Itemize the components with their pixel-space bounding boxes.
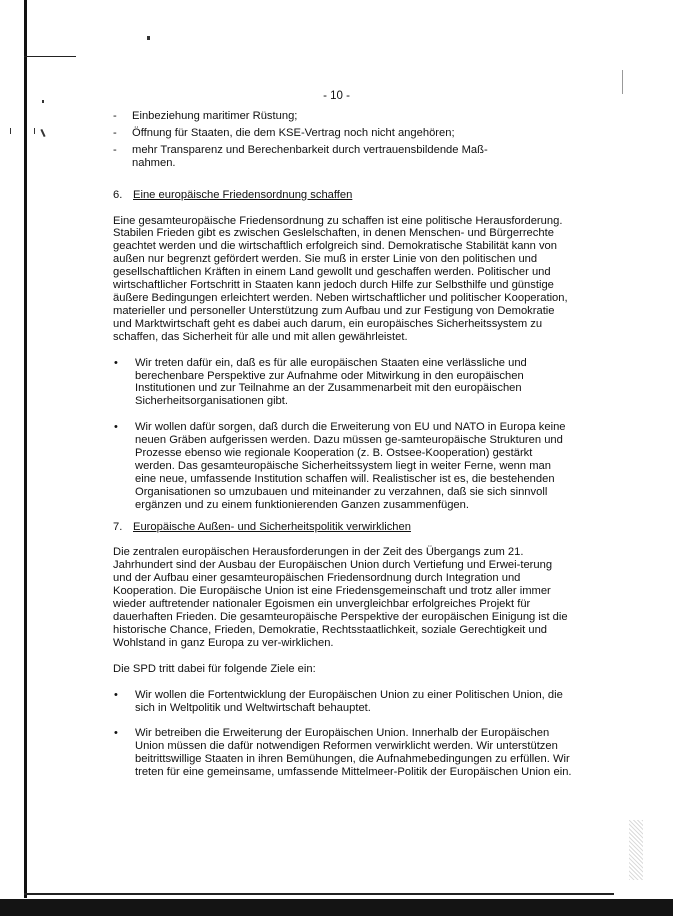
section-heading-7 [113,521,573,534]
section-7-intro: Die SPD tritt dabei für folgende Ziele ein: [113,662,316,675]
section-heading-6 [113,189,573,202]
section-6-paragraph: Eine gesamteuropäische Friedensordnung zu schaffen ist eine politische Herausforderung. Stabilen Frieden gibt es zwischen Geslelschaften, in denen Menschen- und Bürgerrechte geachtet werden und die wirtschaftlich erfolgreich sind. Demokratische Stabilität kann von außen nur begrenzt gefördert werden. Sie muß in erster Linie von den politischen und gesellschaftlichen Kräften in einem Land gewollt und geschaffen werden. Politischer und wirtschaftlicher Fortschritt in Staaten kann jedoch durch Hilfe zur Selbsthilfe und günstige äußere Bedingungen erleichtert werden. Neben wirtschaftlicher und politischer Kooperation, materieller und personeller Unterstützung zum Aufbau und zur Festigung von Demokratie und Marktwirtschaft geht es dabei auch darum, ein europäisches Sicherheitssystem zu schaffen, das Sicherheit für alle und mit allen gewährleistet. [113,214,568,343]
list-item-text: Öffnung für Staaten, die dem KSE-Vertrag noch nicht angehören; [132,126,455,139]
scan-edge-top [24,56,76,57]
scan-speck [34,128,35,134]
section-6-bullets [113,357,573,512]
scan-bottom-shadow [0,899,673,916]
bullet-marker: • [114,421,118,434]
list-item-text: Wir wollen dafür sorgen, daß durch die Erweiterung von EU und NATO in Europa keine neuen Gräben aufgerissen werden. Dazu müssen ge-samteuropäische Strukturen und Prozesse ebenso wie regionale Kooperation (z. B. Ostsee-Kooperation) gestärkt werden. Das gesamteuropäische Sicherheitssystem liegt in weiter Ferne, wenn man eine neue, umfassende Institution schaffen will. Realistischer ist es, die bestehenden Organisationen so umzubauen und miteinander zu verzahnen, daß sie sich sinnvoll ergänzen und zu einem funktionierenden Ganzen zusammenfügen. [135,421,566,511]
bullet-marker: • [114,688,118,701]
list-item-text: Wir betreiben die Erweiterung der Europäischen Union. Innerhalb der Europäischen Union müssen die dafür notwendigen Reformen verwirklicht werden. Wir unterstützen beitrittswillige Staaten in ihren Bemühungen, die Aufnahmebedingungen zu erfüllen. Wir treten für eine gemeinsame, umfassende Mittelmeer-Politik der Europäischen Union ein. [135,727,572,779]
scan-speck [147,36,150,40]
list-item-text: Einbeziehung maritimer Rüstung; [132,110,298,122]
dash-marker: - [113,126,117,139]
list-item [113,727,573,779]
section-7-bullets [113,689,573,779]
scan-noise [629,820,643,880]
section-title: Europäische Außen- und Sicherheitspolitik verwirklichen [133,520,411,533]
dash-marker: - [113,110,117,122]
list-item [113,127,573,140]
scan-speck [10,128,11,134]
section-title: Eine europäische Friedensordnung schaffen [133,188,353,201]
scan-speck [40,129,45,137]
list-item [113,110,573,123]
list-item [113,689,573,715]
list-item-text: mehr Transparenz und Berechenbarkeit durch vertrauensbildende Maß-nahmen. [132,143,488,169]
list-item [113,357,573,409]
document-body [113,110,573,779]
scan-edge-bottom [24,893,614,895]
dash-marker: - [113,143,117,156]
section-7-paragraph: Die zentralen europäischen Herausforderungen in der Zeit des Übergangs zum 21. Jahrhundert sind der Ausbau der Europäischen Union durch Vertiefung und Erwei-terung und der Aufbau einer gesamteuropäischen Friedensordnung durch Integration und Kooperation. Die Europäische Union ist eine Friedensgemeinschaft und trotz aller immer wieder auftretender nationaler Egoismen ein unvergleichbar erfolgreiches Projekt für dauerhaften Frieden. Die gesamteuropäische Perspektive der europäischen Einigung ist die historische Chance, Frieden, Demokratie, Rechtsstaatlichkeit, soziale Gerechtigkeit und Wohlstand in ganz Europa zu ver-wirklichen. [113,546,568,649]
scan-edge-left [24,0,27,898]
list-item-text: Wir treten dafür ein, daß es für alle europäischen Staaten eine verlässliche und berechenbare Perspektive zur Aufnahme oder Mitwirkung in den europäischen Institutionen und zur Teilnahme an der Zusammenarbeit mit den europäischen Sicherheitsorganisationen gibt. [135,356,527,408]
list-item [113,144,492,170]
measures-list [113,110,573,170]
section-number: 7. [113,520,123,533]
bullet-marker: • [114,727,118,740]
bullet-marker: • [114,356,118,369]
list-item [113,421,573,511]
section-number: 6. [113,188,123,201]
page-number: - 10 - [323,90,350,102]
list-item-text: Wir wollen die Fortentwicklung der Europäischen Union zu einer Politischen Union, die sich in Weltpolitik und Weltwirtschaft behauptet. [135,688,563,714]
